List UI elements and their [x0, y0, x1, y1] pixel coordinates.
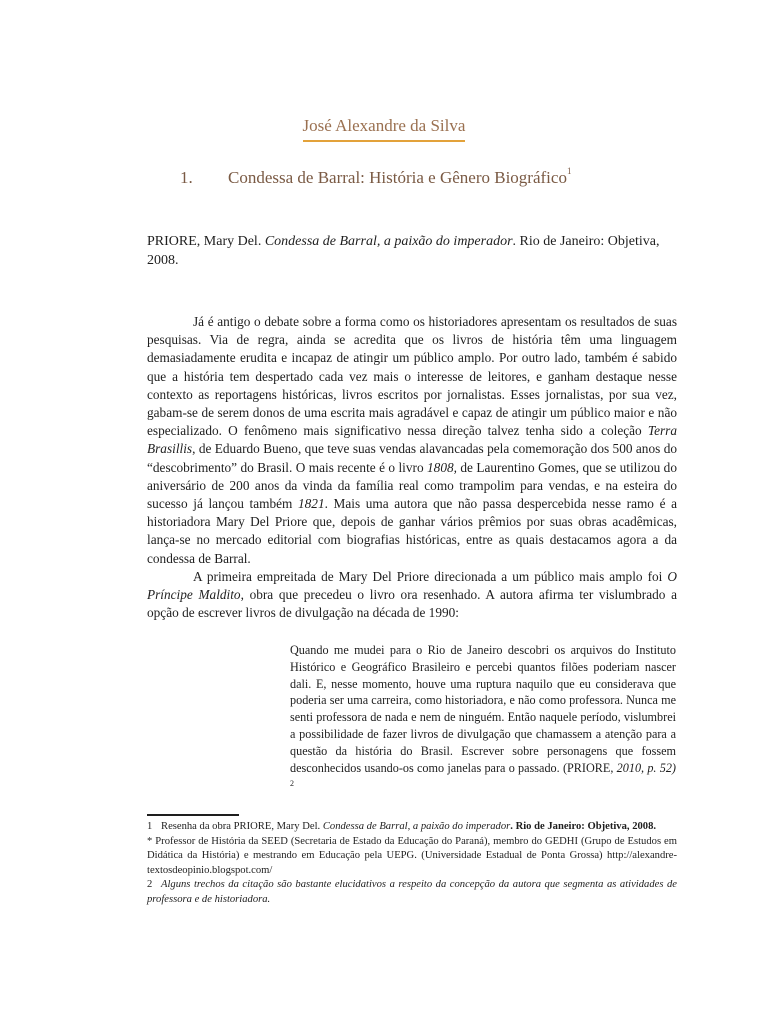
paragraph-1-text-c: , de Eduardo Bueno, que teve suas vendas alavancadas pela comemoração dos 500 anos do “descobrimento” do Brasil. O mais recente é o livro — [147, 441, 677, 475]
terra-brasillis-title: Terra Brasillis — [147, 423, 677, 457]
footnote-author — [147, 835, 677, 879]
footnote-separator — [147, 814, 239, 816]
book-1821-title: 1821 — [298, 496, 325, 512]
footnote-2-number: 2 — [147, 879, 153, 891]
reference-tail: . Rio de Janeiro: Objetiva, 2008. — [147, 234, 660, 268]
footnote-1-tail: . Rio de Janeiro: Objetiva, 2008. — [510, 821, 657, 832]
footnote-2 — [147, 878, 677, 907]
bibliographic-reference — [147, 232, 677, 270]
paragraph-2-text-a: A primeira empreitada de Mary Del Priore direcionada a um público mais amplo foi — [193, 568, 668, 584]
author-name — [0, 116, 768, 142]
footnote-1-lead: Resenha da obra PRIORE, Mary Del. — [161, 821, 323, 832]
principe-maldito-title: O Príncipe Maldito — [147, 568, 677, 603]
paragraph-1-text-e: de Laurentino Gomes, que se utilizou do aniversário de 200 anos da vinda da família real como trampolim para vendas, e na esteira do sucesso já lançou também — [147, 459, 677, 512]
paragraph-1-text-g: . Mais uma autora que não passa despercebida nesse ramo é a historiadora Mary Del Priore que, depois de ganhar vários prêmios por suas obras acadêmicas, lança-se no mercado editorial com biografias históricas, entre as quais destacamos agora a da condessa de Barral. — [147, 496, 678, 566]
quote-footnote-ref[interactable]: 2 — [290, 779, 294, 789]
footnote-1 — [147, 820, 677, 835]
body-text — [147, 313, 677, 622]
heading-footnote-ref[interactable]: 1 — [566, 166, 572, 176]
footnotes — [147, 820, 677, 908]
book-1808-title: 1808, — [427, 459, 457, 475]
quote-text: Quando me mudei para o Rio de Janeiro descobri os arquivos do Instituto Histórico e Geográfico Brasileiro e percebi quantos filões poderiam nascer dali. E, nesse momento, houve uma ruptura naquilo que eu considerava que poderia ser uma carreira, como historiadora, e não como professora. Nunca me senti professora de nada e nem de ninguém. Então naquele período, vislumbrei a possibilidade de fazer livros de divulgação que chamassem a atenção para a questão da história do Brasil. Escrever sobre personagens que fossem desconhecidos usando-os como janelas para o passado. (PRIORE, — [290, 643, 676, 775]
block-quote — [290, 642, 676, 796]
reference-title: Condessa de Barral, a paixão do imperador — [264, 234, 513, 249]
section-title: Condessa de Barral: História e Gênero Biográfico — [228, 168, 567, 187]
paragraph-2 — [147, 568, 677, 623]
footnote-author-mark: * — [147, 835, 153, 847]
section-heading — [180, 168, 700, 188]
author-name-text: José Alexandre da Silva — [303, 116, 466, 142]
quote-citation: 2010, p. 52) — [616, 760, 676, 775]
paragraph-2-text-c: , obra que precedeu o livro ora resenhado. A autora afirma ter vislumbrado a opção de escrever livros de divulgação na década de 1990: — [147, 587, 677, 621]
footnote-author-text: Professor de História da SEED (Secretaria de Estado da Educação do Paraná), membro do GEDHI (Grupo de Estudos em Didática da História) e mestrando em Educação pela UEPG. (Universidade Estadual de Ponta Grossa) http://alexandre-textosdeopinio.blogspot.com/ — [147, 835, 677, 876]
footnote-2-text: Alguns trechos da citação são bastante elucidativos a respeito da concepção da autora que segmenta as atividades de professora e de historiadora. — [147, 879, 677, 905]
footnote-1-number: 1 — [147, 821, 153, 832]
section-number: 1. — [180, 168, 193, 187]
paragraph-1 — [147, 313, 677, 568]
footnote-1-title: Condessa de Barral, a paixão do imperador — [322, 821, 511, 832]
paragraph-1-text-a: Já é antigo o debate sobre a forma como os historiadores apresentam os resultados de suas pesquisas. Via de regra, ainda se acredita que os livros de história têm uma linguagem demasiadamente erudita e incapaz de atingir um público amplo. Por outro lado, também é sabido que a história tem despertado cada vez mais o interesse de leitores, e ganham destaque nesse contexto as reportagens históricas, livros escritos por jornalistas. Esses jornalistas, por sua vez, gabam-se de serem donos de uma escrita mais agradável e capaz de atingir um público maior e não especializado. O fenômeno mais significativo nessa direção talvez tenha sido a coleção — [147, 314, 677, 439]
reference-lead: PRIORE, Mary Del. — [147, 234, 265, 249]
